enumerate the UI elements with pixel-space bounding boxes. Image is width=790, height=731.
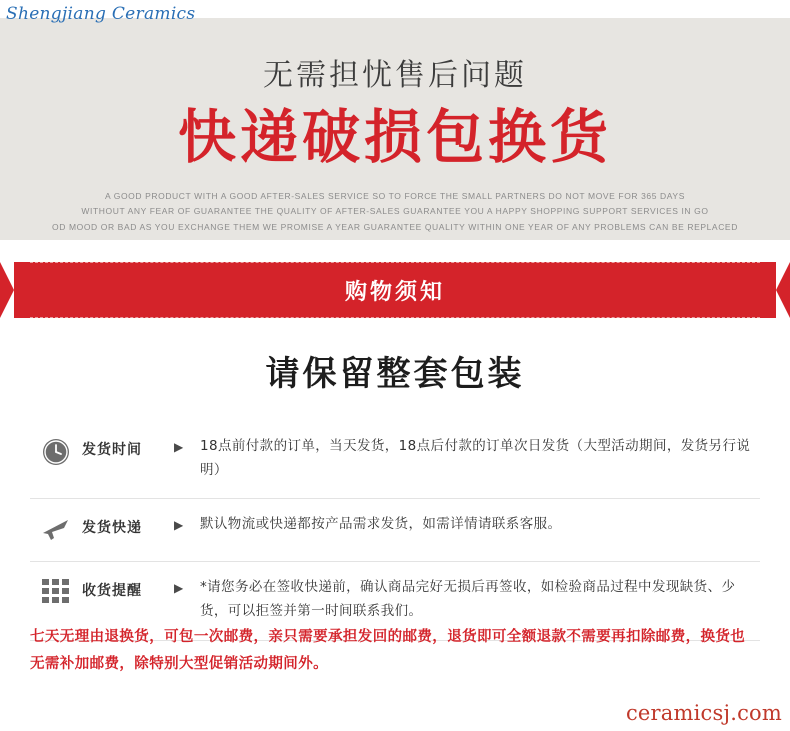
hero-title: 快递破损包换货 bbox=[177, 103, 612, 171]
section-ribbon bbox=[0, 262, 790, 318]
arrow-right-icon: ▶ bbox=[174, 440, 184, 454]
ribbon-notch-left-icon bbox=[0, 262, 14, 318]
hero-banner bbox=[0, 18, 790, 240]
arrow-right-icon: ▶ bbox=[174, 518, 184, 533]
hero-subtitle: 无需担忧售后问题 bbox=[263, 58, 527, 93]
notice-row-text: 默认物流或快递都按产品需求发货，如需详情请联系客服。 bbox=[200, 516, 562, 533]
hero-english-line-1: A GOOD PRODUCT WITH A GOOD AFTER-SALES SERVICE SO TO FORCE THE SMALL PARTNERS DO NOT MOVE FOR 365 DAYS bbox=[105, 190, 685, 201]
notice-rows bbox=[30, 421, 760, 641]
notice-heading: 请保留整套包装 bbox=[265, 354, 525, 394]
hero-english-line-2: WITHOUT ANY FEAR OF GUARANTEE THE QUALITY OF AFTER-SALES GUARANTEE YOU A HAPPY SHOPPING SUPPORT SERVICES IN GO bbox=[81, 206, 709, 217]
ribbon-label: 购物须知 bbox=[344, 279, 445, 305]
notice-row-label: 发货快递 bbox=[82, 520, 142, 537]
notice-row-text: *请您务必在签收快递前，确认商品完好无损后再签收，如检验商品过程中发现缺货、少货，可以拒签并第一时间联系我们。 bbox=[200, 579, 736, 619]
notice-row-label: 收货提醒 bbox=[82, 583, 142, 600]
notice-row bbox=[30, 421, 760, 499]
notice-row-text: 18点前付款的订单，当天发货，18点后付款的订单次日发货（大型活动期间，发货另行说明） bbox=[200, 438, 751, 478]
ribbon-notch-right-icon bbox=[776, 262, 790, 318]
notice-row-label: 发货时间 bbox=[82, 442, 142, 458]
airplane-icon bbox=[30, 513, 82, 545]
arrow-right-icon: ▶ bbox=[174, 581, 184, 596]
notice-row bbox=[30, 499, 760, 562]
return-policy-note: 七天无理由退换货，可包一次邮费，亲只需要承担发回的邮费，退货即可全额退款不需要再扣除邮费，换货也无需补加邮费，除特别大型促销活动期间外。 bbox=[30, 629, 746, 672]
hero-english-copy bbox=[0, 189, 790, 236]
grid-icon bbox=[30, 576, 82, 604]
clock-icon bbox=[30, 435, 82, 467]
site-watermark: ceramicsj.com bbox=[625, 701, 782, 725]
hero-english-line-3: OD MOOD OR BAD AS YOU EXCHANGE THEM WE PROMISE A YEAR GUARANTEE QUALITY WITHIN ONE YEAR OF ANY PROBLEMS CAN BE REPLACED bbox=[52, 222, 738, 233]
ribbon-inner bbox=[30, 262, 760, 318]
brand-watermark: Shengjiang Ceramics bbox=[6, 4, 196, 24]
